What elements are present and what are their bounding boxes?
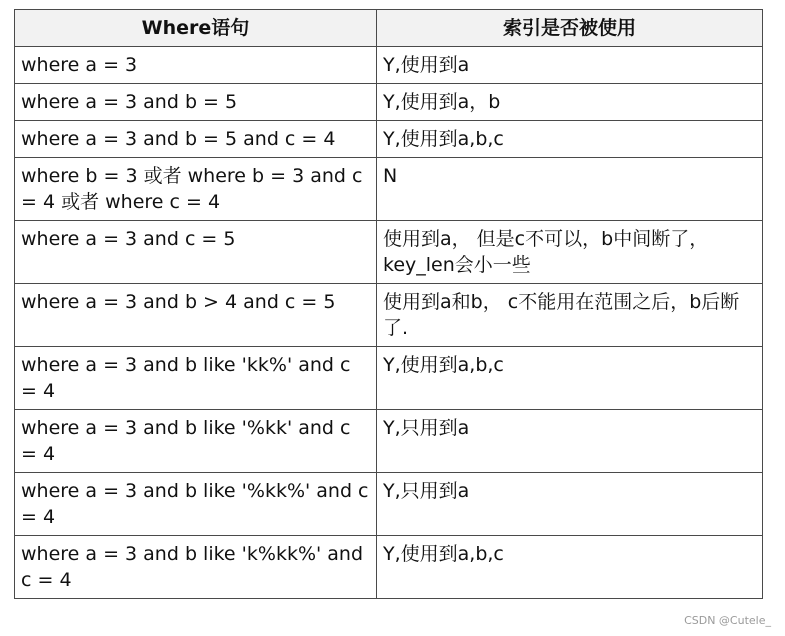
index-used-cell: N [377, 158, 763, 221]
where-clause-cell: where a = 3 and c = 5 [15, 221, 377, 284]
table-row [15, 84, 763, 121]
table-row [15, 284, 763, 347]
table-row [15, 158, 763, 221]
index-used-cell: Y,只用到a [377, 473, 763, 536]
index-used-cell: Y,使用到a,b,c [377, 536, 763, 599]
where-clause-cell: where a = 3 and b like '%kk%' and c = 4 [15, 473, 377, 536]
index-used-cell: Y,使用到a,b,c [377, 347, 763, 410]
index-used-cell: Y,使用到a，b [377, 84, 763, 121]
where-clause-cell: where a = 3 and b = 5 and c = 4 [15, 121, 377, 158]
watermark: CSDN @Cutele_ [684, 614, 771, 627]
header-index-used: 索引是否被使用 [377, 10, 763, 47]
index-used-cell: 使用到a和b， c不能用在范围之后，b后断了. [377, 284, 763, 347]
where-clause-cell: where b = 3 或者 where b = 3 and c = 4 或者 where c = 4 [15, 158, 377, 221]
index-usage-table [14, 9, 763, 599]
where-clause-cell: where a = 3 and b like '%kk' and c = 4 [15, 410, 377, 473]
index-used-cell: 使用到a， 但是c不可以，b中间断了，key_len会小一些 [377, 221, 763, 284]
table-row [15, 347, 763, 410]
table-header-row [15, 10, 763, 47]
table-row [15, 473, 763, 536]
table-row [15, 221, 763, 284]
table-row [15, 536, 763, 599]
index-used-cell: Y,使用到a,b,c [377, 121, 763, 158]
table-row [15, 47, 763, 84]
where-clause-cell: where a = 3 [15, 47, 377, 84]
index-used-cell: Y,使用到a [377, 47, 763, 84]
table-row [15, 410, 763, 473]
where-clause-cell: where a = 3 and b > 4 and c = 5 [15, 284, 377, 347]
header-where-clause: Where语句 [15, 10, 377, 47]
table-row [15, 121, 763, 158]
where-clause-cell: where a = 3 and b = 5 [15, 84, 377, 121]
index-used-cell: Y,只用到a [377, 410, 763, 473]
where-clause-cell: where a = 3 and b like 'kk%' and c = 4 [15, 347, 377, 410]
where-clause-cell: where a = 3 and b like 'k%kk%' and c = 4 [15, 536, 377, 599]
